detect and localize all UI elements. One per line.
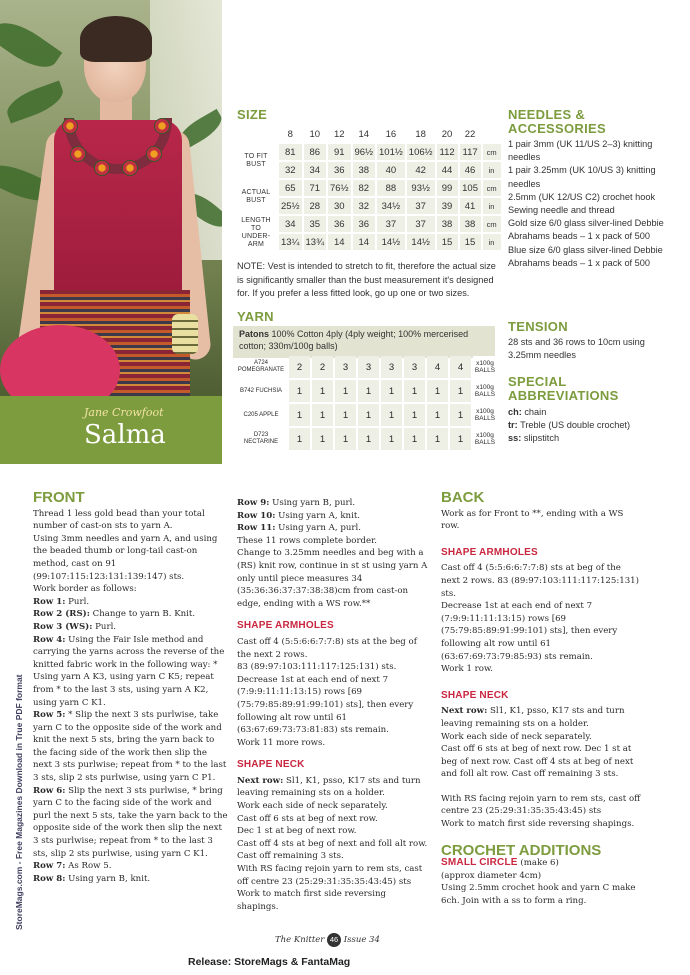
size-cell: 13¾ xyxy=(304,234,327,250)
size-cell: 96½ xyxy=(353,144,376,160)
size-cell: 105 xyxy=(460,180,481,196)
size-cell: 38 xyxy=(353,162,376,178)
pattern-row xyxy=(237,510,429,523)
yarn-cell: 1 xyxy=(312,380,333,402)
size-cell: 32 xyxy=(279,162,302,178)
size-cell: 81 xyxy=(279,144,302,160)
yarn-cell: 1 xyxy=(450,428,471,450)
yarn-unit: x100g BALLS xyxy=(473,428,497,450)
tension-heading: TENSION xyxy=(508,319,568,334)
row-text: Using yarn A, purl. xyxy=(275,523,361,534)
issue-number: Issue 34 xyxy=(343,935,380,945)
size-unit: in xyxy=(483,234,501,250)
row-text: Using yarn B, knit. xyxy=(65,873,151,884)
abbreviation-item xyxy=(508,419,678,432)
front-armholes-3: Decrease 1st at each end of next 7 (7:9:9:11:11:13:15) rows [69 (75:79:85:89:91:99:101) sts], then every following alt row until 61 (63:67:69:73:73:81:83) sts remain. xyxy=(237,674,414,736)
pattern-title: Salma xyxy=(84,420,166,450)
size-cell: 34 xyxy=(279,216,302,232)
size-cell: 99 xyxy=(437,180,458,196)
size-cell: 71 xyxy=(304,180,327,196)
yarn-cell: 3 xyxy=(381,356,402,378)
pattern-row xyxy=(33,634,228,710)
size-cell: 40 xyxy=(377,162,405,178)
size-unit: cm xyxy=(483,216,501,232)
row-text: Using the Fair Isle method and carrying the yarns across the reverse of the knitted fabric work in the following way: * Using yarn A K3, using yarn C K5; repeat from * to the last 3 sts, using yarn A K2, using yarn C K1. xyxy=(33,634,225,708)
size-cell: 36 xyxy=(353,216,376,232)
size-cell: 37 xyxy=(377,216,405,232)
pattern-row xyxy=(33,621,228,634)
back-armholes-3: Work 1 row. xyxy=(441,664,494,675)
size-cell: 15 xyxy=(460,234,481,250)
size-cell: 38 xyxy=(460,216,481,232)
size-cell: 12 xyxy=(328,126,351,142)
row-label: Row 10: xyxy=(237,510,276,521)
back-neck-1: Next row: Sl1, K1, psso, K17 sts and turn leaving remaining sts on a holder. xyxy=(441,706,625,729)
yarn-cell: 1 xyxy=(335,380,356,402)
row-text: Slip the next 3 sts purlwise, * bring yarn C to the facing side of the work and purl the next 5 sts, take the yarn back to the opposite side of the work then slip the next 3 sts purlwise; repeat from * to the last 3 sts, slip 2 sts purlwise, using yarn C K1. xyxy=(33,785,228,859)
model-photo xyxy=(0,0,222,396)
size-cell: 41 xyxy=(460,198,481,214)
size-row-label: ACTUAL BUST xyxy=(241,189,271,204)
front-p1: Thread 1 less gold bead than your total number of cast-on sts to yarn A. xyxy=(33,508,205,532)
size-unit: in xyxy=(483,198,501,214)
pattern-row xyxy=(33,709,228,785)
size-row-label: LENGTH TO UNDER-ARM xyxy=(241,217,271,248)
size-cell: 16 xyxy=(377,126,405,142)
size-cell: 117 xyxy=(460,144,481,160)
size-cell: 14½ xyxy=(377,234,405,250)
crochet-heading: CROCHET ADDITIONS xyxy=(441,841,602,859)
size-cell: 39 xyxy=(437,198,458,214)
yarn-cell: 1 xyxy=(289,380,310,402)
front-neck-6: Cast off remaining 3 sts. xyxy=(237,851,344,862)
border-complete: These 11 rows complete border. xyxy=(237,535,378,546)
yarn-cell: 1 xyxy=(381,404,402,426)
size-row xyxy=(235,126,501,142)
size-cell: 36 xyxy=(328,162,351,178)
front-armholes-1: Cast off 4 (5:5:6:6:7:7:8) sts at the beg of the next 2 rows. xyxy=(237,636,417,660)
front-body-text: Change to 3.25mm needles and beg with a (RS) knit row, continue in st st using yarn A only until piece measures 34 (35:36:36:37:37:38:38)cm from cast-on edge, ending with a WS row.** xyxy=(237,548,428,609)
back-heading: BACK xyxy=(441,489,485,506)
size-cell: 14 xyxy=(353,126,376,142)
front-neck-heading: SHAPE NECK xyxy=(237,759,305,771)
yarn-cell: 2 xyxy=(289,356,310,378)
size-cell: 65 xyxy=(279,180,302,196)
yarn-cell: 4 xyxy=(450,356,471,378)
size-cell: 46 xyxy=(460,162,481,178)
tension-section xyxy=(508,320,678,362)
front-armholes-heading: SHAPE ARMHOLES xyxy=(237,620,334,632)
size-cell: 44 xyxy=(437,162,458,178)
yarn-cell: 1 xyxy=(358,404,379,426)
size-cell: 76½ xyxy=(328,180,351,196)
needle-item: Blue size 6/0 glass silver-lined Debbie Abrahams beads – 1 x pack of 500 xyxy=(508,244,663,268)
small-circle-line: SMALL CIRCLE (make 6) xyxy=(441,857,559,869)
yarn-colour-label: C205 APPLE xyxy=(243,411,279,418)
yarn-cell: 3 xyxy=(358,356,379,378)
size-cell: 42 xyxy=(407,162,435,178)
back-neck-2: Work each side of neck separately. xyxy=(441,731,592,742)
front-neck-2: Work each side of neck separately. xyxy=(237,801,388,812)
size-row xyxy=(235,144,501,160)
size-cell: 88 xyxy=(377,180,405,196)
yarn-cell: 2 xyxy=(312,356,333,378)
size-note: NOTE: Vest is intended to stretch to fit, therefore the actual size is significantly smaller than the bust measurement it's designed for. If you prefer a less fitted look, go up one or two sizes. xyxy=(237,261,496,298)
size-cell: 10 xyxy=(304,126,327,142)
release-credit: Release: StoreMags & FantaMag xyxy=(188,956,351,968)
row-label: Row 7: xyxy=(33,861,66,872)
abbr-meaning: slipstitch xyxy=(521,433,560,444)
yarn-brand: Patons xyxy=(239,329,270,339)
size-cell: 112 xyxy=(437,144,458,160)
yarn-cell: 1 xyxy=(450,380,471,402)
pattern-row xyxy=(33,785,228,861)
size-cell: 28 xyxy=(304,198,327,214)
front-section xyxy=(33,489,228,885)
yarn-cell: 1 xyxy=(404,380,425,402)
size-unit: cm xyxy=(483,180,501,196)
size-row xyxy=(235,180,501,196)
yarn-cell: 1 xyxy=(427,428,448,450)
size-cell: 14 xyxy=(353,234,376,250)
front-neck-3: Cast off 6 sts at beg of next row. xyxy=(237,813,378,824)
row-text: Using yarn B, purl. xyxy=(269,498,356,508)
size-cell: 25½ xyxy=(279,198,302,214)
yarn-desc-text: 100% Cotton 4ply (4ply weight; 100% mercerised cotton; 330m/100g balls) xyxy=(239,329,469,351)
size-cell: 14½ xyxy=(407,234,435,250)
yarn-colour-label: A724 POMEGRANATE xyxy=(237,360,285,373)
yarn-unit: x100g BALLS xyxy=(473,380,497,402)
abbr-term: ch: xyxy=(508,407,522,417)
yarn-cell: 1 xyxy=(335,404,356,426)
front-neck-8: Work to match first side reversing shapings. xyxy=(237,889,386,912)
pattern-row xyxy=(237,497,429,510)
front-neck-7: With RS facing rejoin yarn to rem sts, cast off centre 23 (25:29:31:35:35:43:45) sts xyxy=(237,864,423,887)
yarn-cell: 1 xyxy=(404,404,425,426)
front-p2: Using 3mm needles and yarn A, and using the beaded thumb or long-tail cast-on method, cast on 91 (99:107:115:123:131:139:147) sts. xyxy=(33,533,218,582)
needle-item: 1 pair 3.25mm (UK 10/US 3) knitting needles xyxy=(508,165,656,189)
tension-text: 28 sts and 36 rows to 10cm using 3.25mm needles xyxy=(508,337,645,361)
needle-item: 2.5mm (UK 12/US C2) crochet hook xyxy=(508,191,656,202)
size-unit: in xyxy=(483,162,501,178)
front-armholes-2: 83 (89:97:103:111:117:125:131) sts. xyxy=(237,662,397,673)
yarn-colour-label: B742 FUCHSIA xyxy=(239,387,282,394)
yarn-cell: 3 xyxy=(404,356,425,378)
pattern-row xyxy=(237,522,429,535)
size-unit: cm xyxy=(483,144,501,160)
yarn-cell: 1 xyxy=(358,380,379,402)
size-cell: 86 xyxy=(304,144,327,160)
magazine-name: The Knitter xyxy=(275,935,325,945)
front-p3: Work border as follows: xyxy=(33,584,137,595)
size-unit xyxy=(483,126,501,142)
back-p1: Work as for Front to **, ending with a WS row. xyxy=(441,508,624,532)
page-number: 46 xyxy=(327,933,341,947)
size-cell: 18 xyxy=(407,126,435,142)
size-cell: 13¼ xyxy=(279,234,302,250)
yarn-cell: 1 xyxy=(404,428,425,450)
size-cell: 20 xyxy=(437,126,458,142)
abbr-heading-1: SPECIAL xyxy=(508,374,567,389)
size-cell: 30 xyxy=(328,198,351,214)
front-neck-4: Dec 1 st at beg of next row. xyxy=(237,826,357,837)
row-label: Row 5: xyxy=(33,710,66,721)
yarn-cell: 1 xyxy=(335,428,356,450)
pattern-row xyxy=(33,608,228,621)
yarn-cell: 4 xyxy=(427,356,448,378)
size-cell: 34½ xyxy=(377,198,405,214)
back-armholes-2: Decrease 1st at each end of next 7 (7:9:9:11:11:13:15) rows [69 (75:79:85:89:91:99:101) sts], then every following alt row until 61 (63:67:69:73:79:85:93) sts remain. xyxy=(441,601,618,662)
row-label: Row 6: xyxy=(33,785,66,796)
side-watermark: StoreMags.com - Free Magazines Download in True PDF format xyxy=(14,674,24,930)
abbr-heading-2: ABBREVIATIONS xyxy=(508,388,619,403)
abbr-meaning: Treble (US double crochet) xyxy=(517,420,631,431)
row-label: Row 3 (WS): xyxy=(33,621,93,632)
abbr-term: ss: xyxy=(508,433,522,444)
pattern-row xyxy=(33,860,228,873)
pattern-row xyxy=(33,873,228,886)
size-cell: 15 xyxy=(437,234,458,250)
needles-heading-2: ACCESSORIES xyxy=(508,121,606,136)
row-label: Row 2 (RS): xyxy=(33,609,90,620)
yarn-table xyxy=(233,354,499,452)
row-text: Purl. xyxy=(92,621,117,632)
size-cell: 82 xyxy=(353,180,376,196)
size-heading: SIZE xyxy=(237,107,268,122)
abbr-term: tr: xyxy=(508,420,518,431)
size-cell: 35 xyxy=(304,216,327,232)
row-label: Row 11: xyxy=(237,523,276,534)
yarn-cell: 3 xyxy=(335,356,356,378)
title-band xyxy=(0,396,222,464)
row-label: Row 1: xyxy=(33,596,66,607)
pattern-row xyxy=(33,596,228,609)
abbreviations-section xyxy=(508,375,678,446)
back-neck-heading: SHAPE NECK xyxy=(441,689,509,701)
yarn-row xyxy=(235,428,497,450)
yarn-cell: 1 xyxy=(381,380,402,402)
row-label: Row 4: xyxy=(33,634,66,645)
yarn-heading: YARN xyxy=(237,309,274,324)
abbreviation-item xyxy=(508,406,678,419)
yarn-row xyxy=(235,404,497,426)
size-cell: 106½ xyxy=(407,144,435,160)
needle-item: 1 pair 3mm (UK 11/US 2–3) knitting needles xyxy=(508,139,653,163)
size-cell: 36 xyxy=(328,216,351,232)
row-label: Row 8: xyxy=(33,873,66,884)
yarn-cell: 1 xyxy=(312,428,333,450)
back-neck-5: Work to match first side reversing shapings. xyxy=(441,819,635,830)
abbr-meaning: chain xyxy=(521,407,547,417)
back-section xyxy=(441,489,641,908)
front-armholes-4: Work 11 more rows. xyxy=(237,737,326,748)
yarn-cell: 1 xyxy=(312,404,333,426)
yarn-cell: 1 xyxy=(427,380,448,402)
row-text: Change to yarn B. Knit. xyxy=(89,609,196,620)
row-text: As Row 5. xyxy=(65,861,112,872)
back-armholes-heading: SHAPE ARMHOLES xyxy=(441,546,538,558)
front-continued xyxy=(237,497,429,913)
row-text: * Slip the next 3 sts purlwise, take yarn C to the opposite side of the work and knit the next 5 sts, bring the yarn back to the facing side of the work then slip the next 3 sts purlwise; repeat from * to the last 3 sts, slip 2 sts purlwise, using yarn C P1. xyxy=(33,710,227,784)
yarn-unit: x100g BALLS xyxy=(473,404,497,426)
size-table xyxy=(233,124,503,252)
circle-diameter: (approx diameter 4cm) xyxy=(441,870,542,881)
front-neck-1: Next row: Sl1, K1, psso, K17 sts and turn leaving remaining sts on a holder. xyxy=(237,775,421,799)
size-row-label xyxy=(235,126,277,142)
yarn-row xyxy=(235,380,497,402)
yarn-cell: 1 xyxy=(289,428,310,450)
size-cell: 14 xyxy=(328,234,351,250)
size-row xyxy=(235,216,501,232)
yarn-colour-label: D723 NECTARINE xyxy=(243,432,279,445)
back-neck-4: With RS facing rejoin yarn to rem sts, cast off centre 23 (25:29:31:35:35:43:45) sts xyxy=(441,793,641,817)
needles-section xyxy=(508,108,678,270)
needle-item: Gold size 6/0 glass silver-lined Debbie Abrahams beads – 1 x pack of 500 xyxy=(508,218,664,242)
size-row-label: TO FIT BUST xyxy=(244,153,268,168)
size-cell: 93½ xyxy=(407,180,435,196)
page-footer xyxy=(275,933,380,947)
size-cell: 32 xyxy=(353,198,376,214)
needles-heading-1: NEEDLES & xyxy=(508,107,586,122)
front-neck-5: Cast off 4 sts at beg of next and foll alt row. xyxy=(237,838,428,849)
size-cell: 37 xyxy=(407,216,435,232)
yarn-cell: 1 xyxy=(427,404,448,426)
row-text: Purl. xyxy=(65,596,90,607)
size-cell: 101½ xyxy=(377,144,405,160)
abbreviation-item xyxy=(508,432,678,445)
yarn-cell: 1 xyxy=(450,404,471,426)
yarn-cell: 1 xyxy=(289,404,310,426)
size-cell: 91 xyxy=(328,144,351,160)
yarn-unit: x100g BALLS xyxy=(473,356,497,378)
yarn-row xyxy=(235,356,497,378)
size-cell: 34 xyxy=(304,162,327,178)
size-cell: 37 xyxy=(407,198,435,214)
back-armholes-1: Cast off 4 (5:5:6:6:7:7:8) sts at beg of the next 2 rows. 83 (89:97:103:111:117:125:131) sts. xyxy=(441,563,639,599)
yarn-cell: 1 xyxy=(358,428,379,450)
back-neck-3: Cast off 6 sts at beg of next row. Dec 1 st at beg of next row. Cast off 4 sts at beg of next and foll alt row. Cast off remaining 3 sts. xyxy=(441,744,634,780)
row-text: Using yarn A, knit. xyxy=(275,510,361,521)
yarn-cell: 1 xyxy=(381,428,402,450)
size-cell: 22 xyxy=(460,126,481,142)
crochet-text: Using 2.5mm crochet hook and yarn C make 6ch. Join with a ss to form a ring. xyxy=(441,883,636,907)
size-cell: 8 xyxy=(279,126,302,142)
designer-name: Jane Crowfoot xyxy=(84,406,164,419)
needle-item: Sewing needle and thread xyxy=(508,205,615,216)
size-cell: 38 xyxy=(437,216,458,232)
front-heading: FRONT xyxy=(33,489,85,506)
row-label: Row 9: xyxy=(237,498,270,508)
